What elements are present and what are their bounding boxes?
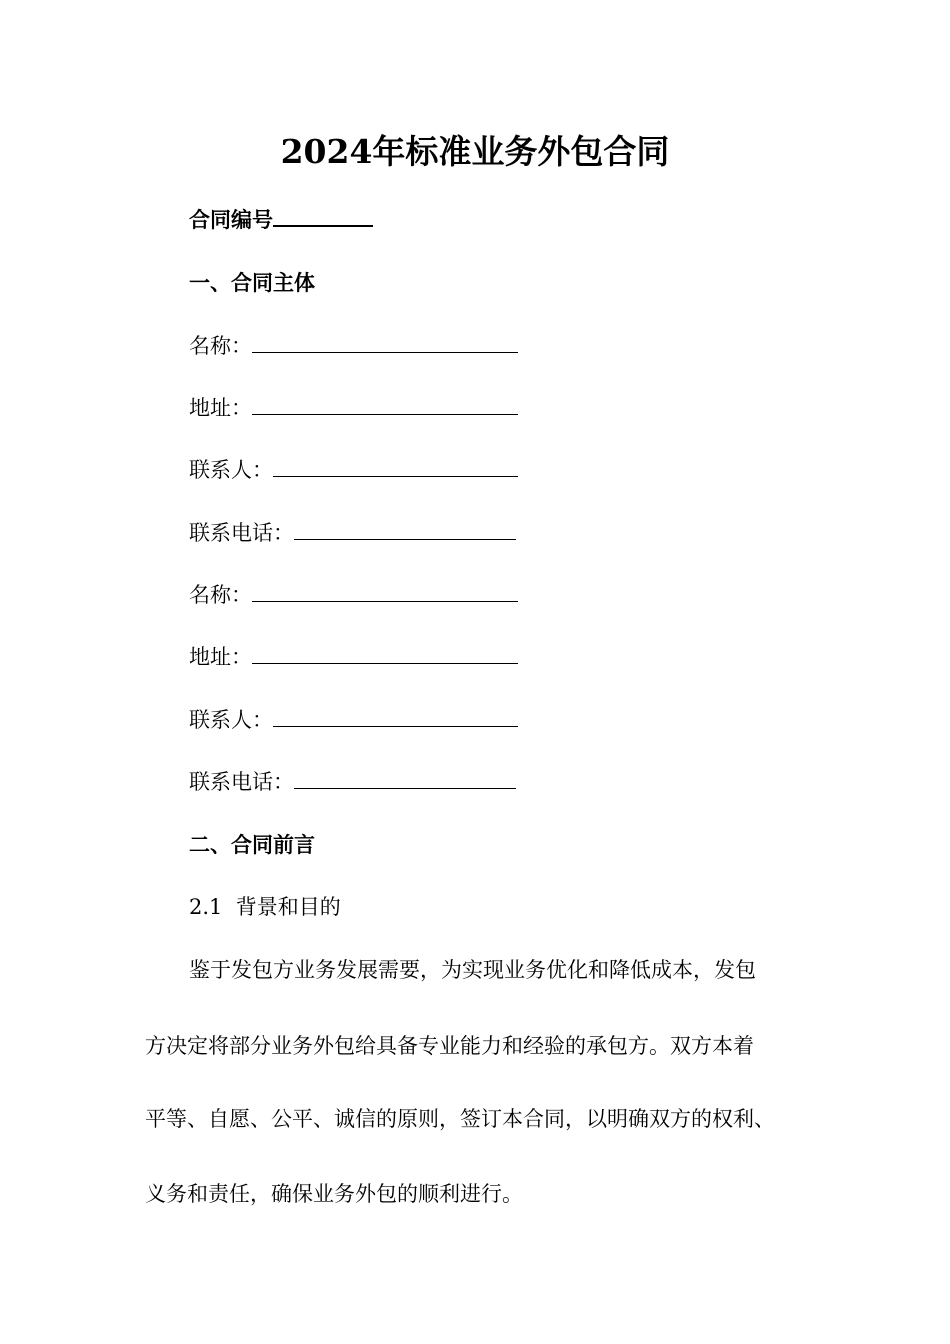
- subsection-heading-background: 2.1 背景和目的: [189, 895, 341, 919]
- contract-number-field[interactable]: [273, 205, 373, 227]
- party-b-name-row: [189, 580, 518, 610]
- party-a-contact-field[interactable]: [273, 456, 518, 477]
- party-a-contact-label: 联系人：: [189, 458, 273, 482]
- section-heading-preamble: 二、合同前言: [189, 832, 315, 857]
- party-b-name-label: 名称：: [189, 583, 252, 607]
- paragraph-line-3: 平等、自愿、公平、诚信的原则，签订本合同，以明确双方的权利、: [145, 1107, 775, 1131]
- party-a-phone-label: 联系电话：: [189, 521, 294, 545]
- party-a-contact-row: [189, 455, 518, 485]
- party-b-address-row: [189, 642, 518, 672]
- party-b-contact-label: 联系人：: [189, 708, 273, 732]
- paragraph-line-1: 鉴于发包方业务发展需要，为实现业务优化和降低成本，发包: [189, 958, 756, 982]
- party-a-phone-field[interactable]: [294, 519, 516, 540]
- paragraph-line-2: 方决定将部分业务外包给具备专业能力和经验的承包方。双方本着: [145, 1034, 754, 1058]
- document-title: 2024年标准业务外包合同: [280, 132, 670, 171]
- party-a-name-field[interactable]: [252, 332, 518, 353]
- party-b-address-field[interactable]: [252, 643, 518, 664]
- party-a-name-label: 名称：: [189, 334, 252, 358]
- party-b-name-field[interactable]: [252, 581, 518, 602]
- contract-number-row: [189, 205, 373, 235]
- contract-number-label: 合同编号: [189, 207, 273, 232]
- paragraph-line-4: 义务和责任，确保业务外包的顺利进行。: [145, 1182, 523, 1206]
- party-b-phone-row: [189, 767, 516, 797]
- party-b-phone-field[interactable]: [294, 768, 516, 789]
- party-b-contact-row: [189, 705, 518, 735]
- party-a-address-field[interactable]: [252, 394, 518, 415]
- party-a-address-label: 地址：: [189, 396, 252, 420]
- party-a-phone-row: [189, 518, 516, 548]
- section-heading-parties: 一、合同主体: [189, 270, 315, 295]
- party-a-address-row: [189, 393, 518, 423]
- party-b-address-label: 地址：: [189, 645, 252, 669]
- party-b-contact-field[interactable]: [273, 706, 518, 727]
- party-b-phone-label: 联系电话：: [189, 770, 294, 794]
- party-a-name-row: [189, 331, 518, 361]
